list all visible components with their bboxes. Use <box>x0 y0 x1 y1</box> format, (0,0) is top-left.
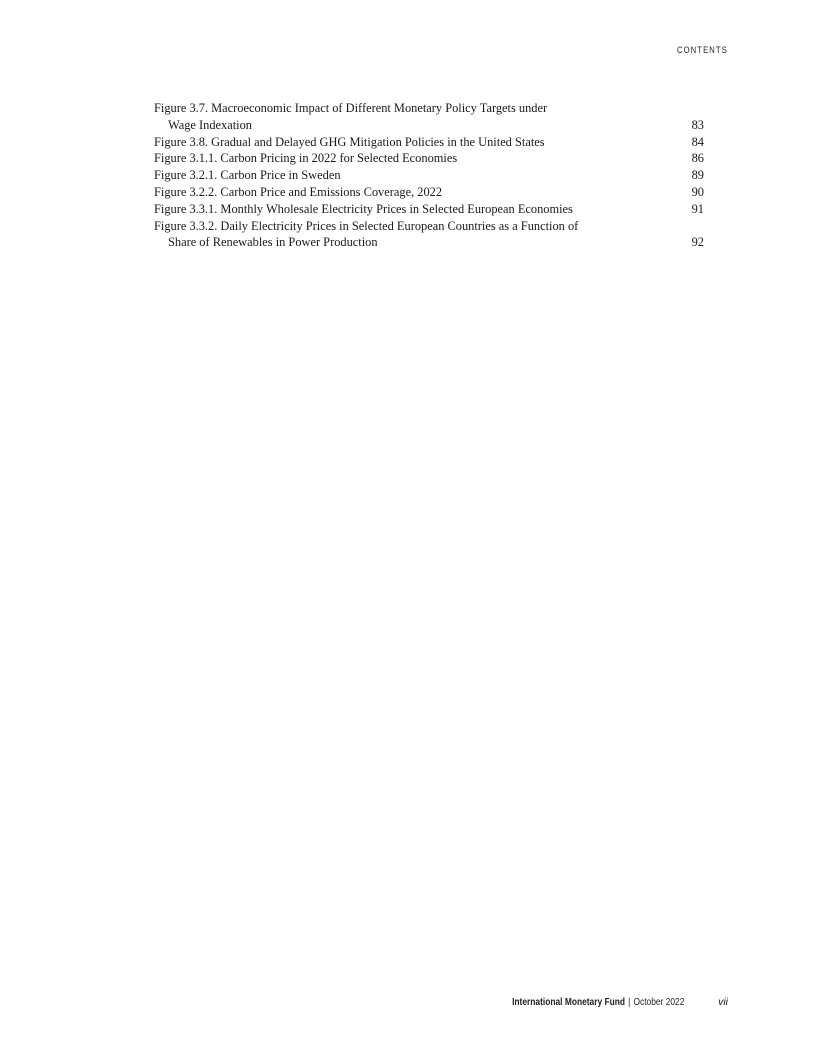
toc-page-number: 91 <box>691 201 704 216</box>
toc-page-number: 89 <box>691 168 704 183</box>
toc-entry-title: Figure 3.2.2. Carbon Price and Emissions Coverage, 2022 <box>154 184 443 199</box>
toc-page-number: 90 <box>691 184 704 199</box>
toc-entry-figure-3-3-1 <box>154 201 706 218</box>
toc-entry-title: Figure 3.3.2. Daily Electricity Prices in Selected European Countries as a Function of <box>154 218 579 233</box>
toc-entry-figure-3-2-2 <box>154 184 706 201</box>
toc-entry-title: Figure 3.2.1. Carbon Price in Sweden <box>154 168 341 183</box>
page-footer <box>469 996 728 1008</box>
toc-entry-figure-3-8 <box>154 134 706 151</box>
footer-separator: | <box>627 996 631 1008</box>
toc-entry-title: Figure 3.7. Macroeconomic Impact of Different Monetary Policy Targets under <box>154 101 548 115</box>
toc-entry-title: Figure 3.3.1. Monthly Wholesale Electricity Prices in Selected European Economies <box>154 201 573 216</box>
toc-entry-title: Figure 3.8. Gradual and Delayed GHG Mitigation Policies in the United States <box>154 134 545 149</box>
toc-entry-title: Figure 3.1.1. Carbon Pricing in 2022 for Selected Economies <box>154 151 458 166</box>
footer-organization: International Monetary Fund <box>511 996 625 1008</box>
toc-entry-figure-3-1-1 <box>154 150 706 167</box>
toc-entry-title-continuation: Share of Renewables in Power Production <box>168 235 378 250</box>
list-of-figures <box>154 100 706 251</box>
toc-page-number: 84 <box>691 134 704 149</box>
footer-publisher <box>512 996 684 1008</box>
toc-entry-figure-3-3-2 <box>154 218 706 252</box>
toc-entry-figure-3-2-1 <box>154 167 706 184</box>
toc-entry-title-continuation: Wage Indexation <box>168 117 252 132</box>
running-head: CONTENTS <box>677 45 728 55</box>
footer-page-number: vii <box>718 996 728 1008</box>
toc-page-number: 83 <box>691 117 704 132</box>
footer-date: October 2022 <box>633 996 685 1008</box>
toc-page-number: 92 <box>691 235 704 250</box>
toc-page-number: 86 <box>691 151 704 166</box>
toc-entry-figure-3-7 <box>154 100 706 134</box>
